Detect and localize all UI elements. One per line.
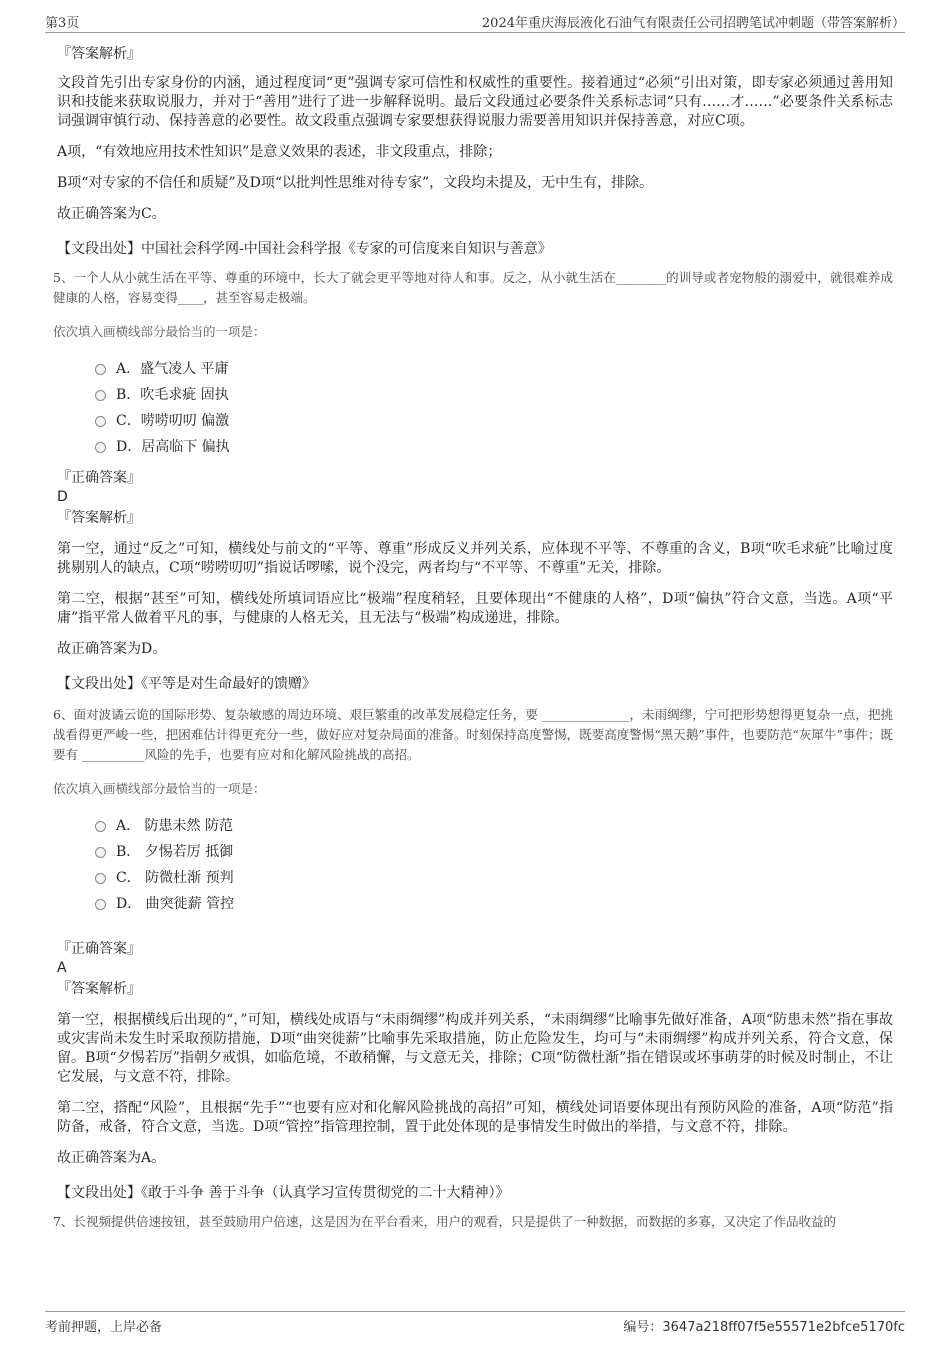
option-label: C．唠唠叨叨 偏激	[116, 413, 230, 429]
analysis-paragraph: 第二空，搭配“风险”，且根据“先手”“也要有应对和化解风险挑战的高招”可知，横线处词语要体现出有预防风险的准备，A项“防范”指防备，戒备，符合文意，当选。D项“管控”指管理控制，置于此处体现的是事情发生时做出的举措，与文意不符，排除。	[57, 1100, 893, 1135]
page-number: 第3页	[45, 16, 80, 31]
source-citation: 【文段出处】《平等是对生命最好的馈赠》	[57, 676, 316, 692]
analysis-paragraph: 文段首先引出专家身份的内涵，通过程度词“更”强调专家可信性和权威性的重要性。接着通过“必须”引出对策，即专家必须通过善用知识和技能来获取说服力，并对于“善用”进行了进一步解释说明。最后文段通过必要条件关系标志词“只有……才……”必要条件关系标志词强调审慎行动、保持善意的必要性。故文段重点强调专家要想获得说服力需要善用知识并保持善意，对应C项。	[57, 75, 893, 129]
document-title: 2024年重庆海辰液化石油气有限责任公司招聘笔试冲刺题（带答案解析）	[481, 16, 905, 31]
option-c[interactable]	[95, 408, 893, 434]
analysis-label: 『答案解析』	[57, 981, 141, 997]
correct-answer: A	[57, 960, 67, 976]
correct-answer: D	[57, 489, 68, 505]
page-header	[45, 12, 905, 33]
option-a[interactable]	[95, 356, 893, 382]
option-b[interactable]	[95, 839, 893, 865]
source-citation: 【文段出处】中国社会科学网-中国社会科学报《专家的可信度来自知识与善意》	[57, 241, 552, 257]
question-hint: 依次填入画横线部分最恰当的一项是：	[53, 324, 266, 339]
question-stem: 7、长视频提供倍速按钮，甚至鼓励用户倍速，这是因为在平台看来，用户的观看，只是提供了一种数据，而数据的多寡，又决定了作品收益的	[53, 1214, 836, 1229]
analysis-paragraph: 第二空，根据“甚至”可知，横线处所填词语应比“极端”程度稍轻，且要体现出“不健康的人格”，D项“偏执”符合文意，当选。A项“平庸”指平常人做着平凡的事，与健康的人格无关，且无法与“极端”构成递进，排除。	[57, 591, 893, 626]
analysis-conclusion: 故正确答案为A。	[57, 1150, 166, 1166]
radio-button-icon[interactable]	[95, 442, 106, 453]
analysis-conclusion: 故正确答案为C。	[57, 206, 166, 222]
option-label: A．盛气凌人 平庸	[116, 361, 229, 377]
option-d[interactable]	[95, 891, 893, 917]
correct-answer-label: 『正确答案』	[57, 470, 141, 486]
analysis-conclusion: 故正确答案为D。	[57, 641, 167, 657]
analysis-paragraph: 第一空，通过“反之”可知，横线处与前文的“平等、尊重”形成反义并列关系，应体现不平等、不尊重的含义，B项“吹毛求疵”比喻过度挑剔别人的缺点，C项“唠唠叨叨”指说话啰嗦，说个没完，两者均与“不平等、不尊重”无关，排除。	[57, 541, 893, 576]
analysis-paragraph: B项“对专家的不信任和质疑”及D项“以批判性思维对待专家”，文段均未提及，无中生有，排除。	[57, 175, 654, 191]
option-d[interactable]	[95, 434, 893, 460]
question-stem: 5、一个人从小就生活在平等、尊重的环境中，长大了就会更平等地对待人和事。反之，从小就生活在________的训导或者宠物般的溺爱中，就很难养成健康的人格，容易变得____，甚至容易走极端。	[53, 270, 893, 305]
option-label: B．吹毛求疵 固执	[116, 387, 229, 403]
analysis-paragraph: 第一空，根据横线后出现的“，”可知，横线处成语与“未雨绸缪”构成并列关系，“未雨绸缪”比喻事先做好准备，A项“防患未然”指在事故或灾害尚未发生时采取预防措施，D项“曲突徙薪”比喻事先采取措施，防止危险发生，均可与“未雨绸缪”构成并列关系，符合文意，保留。B项“夕惕若厉”指朝夕戒惧，如临危境，不敢稍懈，与文意无关，排除；C项“防微杜渐”指在错误或坏事萌芽的时候及时制止，不让它发展，与文意不符，排除。	[57, 1012, 893, 1085]
radio-button-icon[interactable]	[95, 364, 106, 375]
page-footer	[45, 1311, 905, 1337]
analysis-label: 『答案解析』	[57, 46, 141, 62]
radio-button-icon[interactable]	[95, 390, 106, 401]
option-label: D．居高临下 偏执	[116, 439, 230, 455]
source-citation: 【文段出处】《敢于斗争 善于斗争（认真学习宣传贯彻党的二十大精神）》	[57, 1185, 510, 1201]
option-label: A． 防患未然 防范	[116, 818, 234, 834]
option-list	[95, 813, 893, 917]
option-list	[95, 356, 893, 460]
option-label: D． 曲突徙薪 管控	[116, 896, 235, 912]
radio-button-icon[interactable]	[95, 821, 106, 832]
correct-answer-label: 『正确答案』	[57, 941, 141, 957]
question-hint: 依次填入画横线部分最恰当的一项是：	[53, 781, 266, 796]
document-id: 编号：3647a218ff07f5e55571e2bfce5170fc	[623, 1320, 905, 1335]
option-label: C． 防微杜渐 预判	[116, 870, 234, 886]
radio-button-icon[interactable]	[95, 899, 106, 910]
radio-button-icon[interactable]	[95, 847, 106, 858]
option-c[interactable]	[95, 865, 893, 891]
page-content	[53, 40, 893, 1232]
analysis-label: 『答案解析』	[57, 510, 141, 526]
radio-button-icon[interactable]	[95, 416, 106, 427]
radio-button-icon[interactable]	[95, 873, 106, 884]
analysis-paragraph: A项，“有效地应用技术性知识”是意义效果的表述，非文段重点，排除；	[57, 144, 502, 160]
option-label: B． 夕惕若厉 抵御	[116, 844, 234, 860]
footer-slogan: 考前押题，上岸必备	[45, 1320, 163, 1335]
option-b[interactable]	[95, 382, 893, 408]
option-a[interactable]	[95, 813, 893, 839]
question-stem: 6、面对波谲云诡的国际形势、复杂敏感的周边环境、艰巨繁重的改革发展稳定任务，要 ______________，未雨绸缪，宁可把形势想得更复杂一点，把挑战看得更严峻一些，把困难估计得更充分一些，做好应对复杂局面的准备。时刻保持高度警惕，既要高度警惕“黑天鹅”事件，也要防范“灰犀牛”事件；既要有 __________风险的先手，也要有应对和化解风险挑战的高招。	[53, 707, 893, 762]
